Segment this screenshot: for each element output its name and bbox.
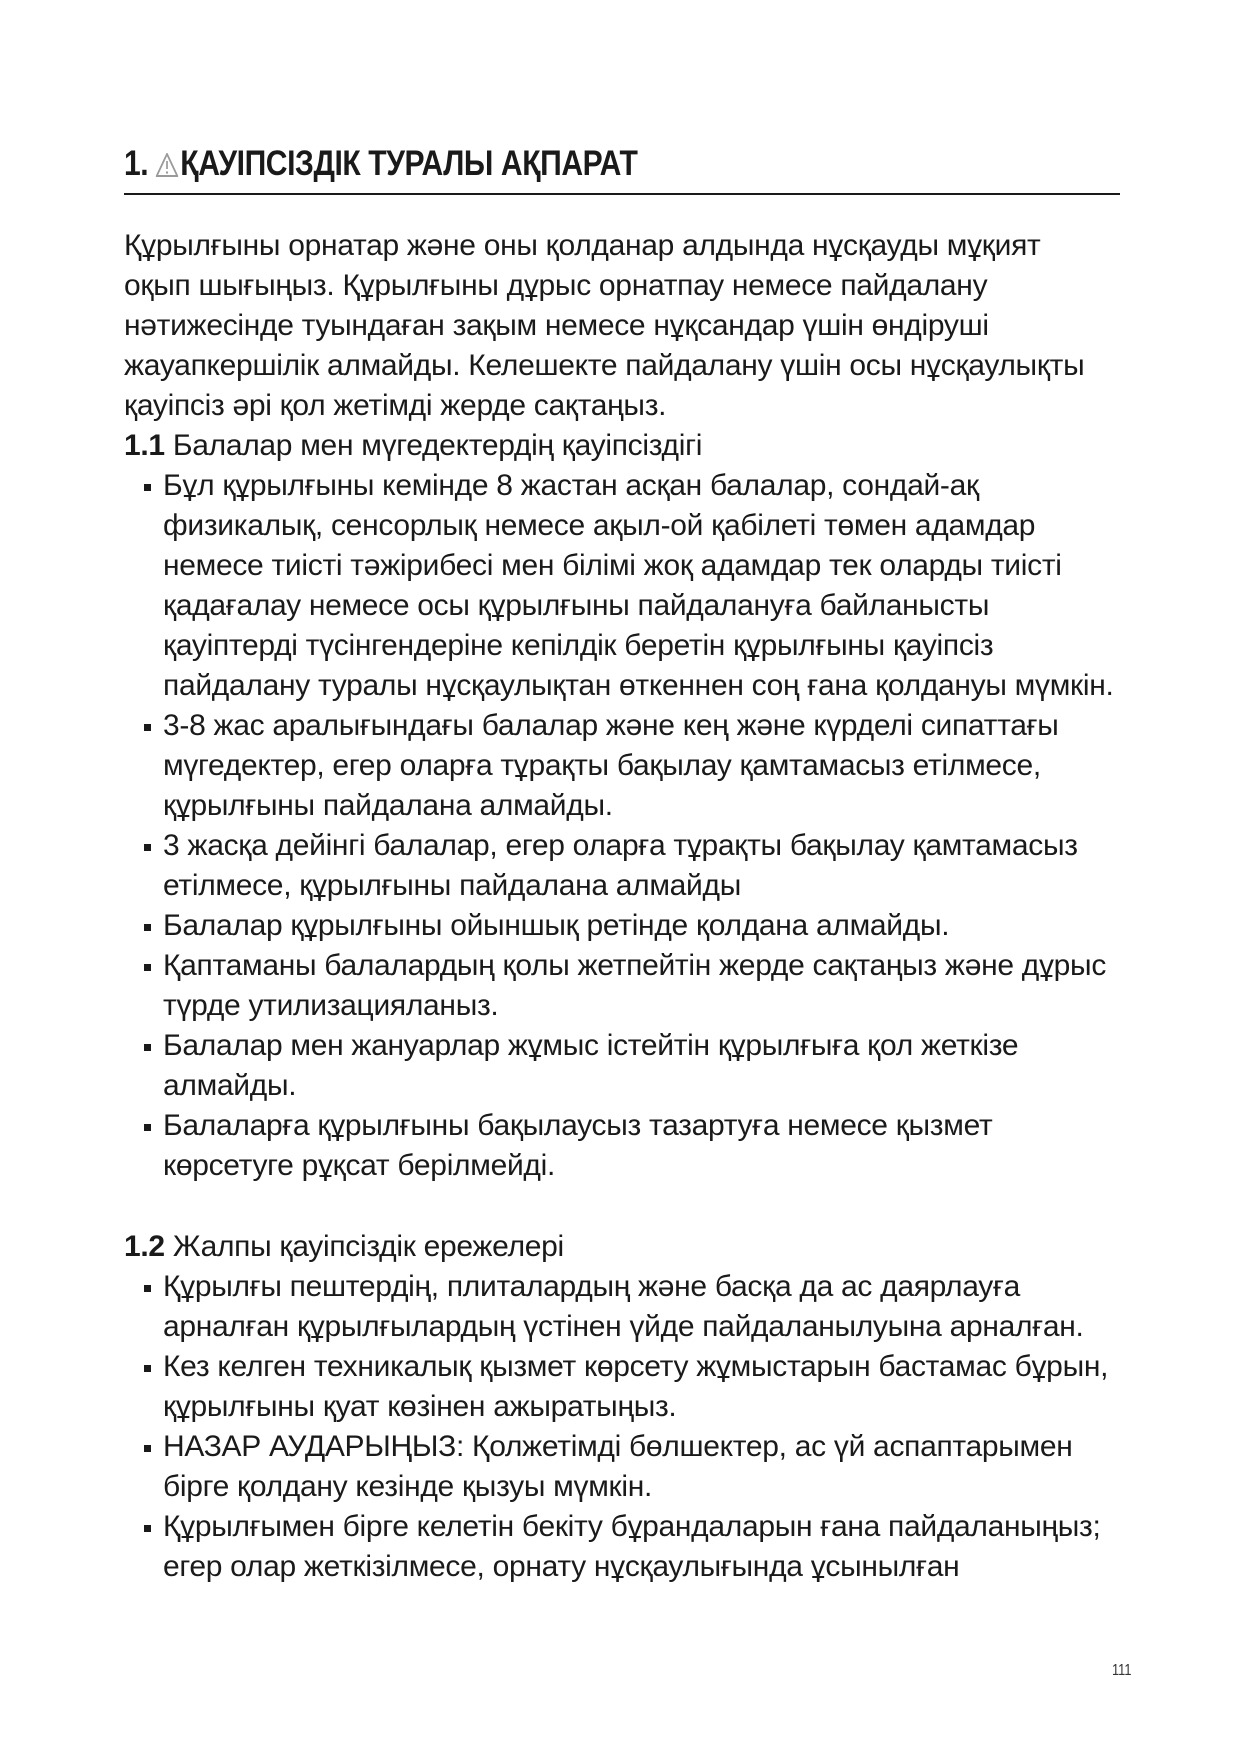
document-body [124, 226, 1124, 1587]
list-item: Кез келген техникалық қызмет көрсету жұмыстарын бастамас бұрын, құрылғыны қуат көзінен ажыратыңыз. [144, 1347, 1124, 1427]
section-spacer [124, 1186, 1124, 1227]
page-number: 111 [1112, 1662, 1132, 1679]
section-title-text: Балалар мен мүгедектердің қауіпсіздігі [172, 429, 703, 462]
heading-title: ҚАУІПСІЗДІК ТУРАЛЫ АҚПАРАТ [180, 144, 638, 183]
list-item: Балаларға құрылғыны бақылаусыз тазартуға немесе қызмет көрсетуге рұқсат берілмейді. [144, 1106, 1124, 1186]
bullet-list-1-2 [124, 1267, 1124, 1587]
list-item: Құрылғымен бірге келетін бекіту бұрандаларын ғана пайдаланыңыз; егер олар жеткізілмесе, орнату нұсқаулығында ұсынылған [144, 1507, 1124, 1587]
section-title-1-1 [124, 426, 1124, 466]
bullet-list-1-1 [124, 466, 1124, 1186]
list-item: НАЗАР АУДАРЫҢЫЗ: Қолжетімді бөлшектер, ас үй аспаптарымен бірге қолдану кезінде қызуы мүмкін. [144, 1427, 1124, 1507]
heading-number: 1. [124, 144, 149, 183]
list-item: Бұл құрылғыны кемінде 8 жастан асқан балалар, сондай-ақ физикалық, сенсорлық немесе ақыл-ой қабілеті төмен адамдар немесе тиісті тәжірибесі мен білімі жоқ адамдар тек оларды тиісті қадағалау немесе осы құрылғыны пайдалануға байланысты қауіптерді түсінгендеріне кепілдік беретін құрылғыны қауіпсіз пайдалану туралы нұсқаулықтан өткеннен соң ғана қолдануы мүмкін. [144, 466, 1124, 706]
list-item: 3 жасқа дейінгі балалар, егер оларға тұрақты бақылау қамтамасыз етілмесе, құрылғыны пайдалана алмайды [144, 826, 1124, 906]
section-title-1-2 [124, 1227, 1124, 1267]
list-item: 3-8 жас аралығындағы балалар және кең және күрделі сипаттағы мүгедектер, егер оларға тұрақты бақылау қамтамасыз етілмесе, құрылғыны пайдалана алмайды. [144, 706, 1124, 826]
list-item: Қаптаманы балалардың қолы жетпейтін жерде сақтаңыз және дұрыс түрде утилизацияланыз. [144, 946, 1124, 1026]
list-item: Құрылғы пештердің, плиталардың және басқа да ас даярлауға арналған құрылғылардың үстінен үйде пайдаланылуына арналған. [144, 1267, 1124, 1347]
list-item: Балалар құрылғыны ойыншық ретінде қолдана алмайды. [144, 906, 1124, 946]
section-heading [124, 138, 981, 190]
list-item: Балалар мен жануарлар жұмыс істейтін құрылғыға қол жеткізе алмайды. [144, 1026, 1124, 1106]
section-number: 1.1 [124, 429, 165, 462]
intro-paragraph: Құрылғыны орнатар және оны қолданар алдында нұсқауды мұқият оқып шығыңыз. Құрылғыны дұрыс орнатпау немесе пайдалану нәтижесінде туындаған зақым немесе нұқсандар үшін өндіруші жауапкершілік алмайды. Келешекте пайдалану үшін осы нұсқаулықты қауіпсіз әрі қол жетімді жерде сақтаңыз. [124, 229, 1085, 422]
section-title-text: Жалпы қауіпсіздік ережелері [172, 1230, 564, 1263]
section-number: 1.2 [124, 1230, 165, 1263]
warning-triangle-icon [156, 153, 178, 177]
heading-divider [124, 193, 1120, 195]
